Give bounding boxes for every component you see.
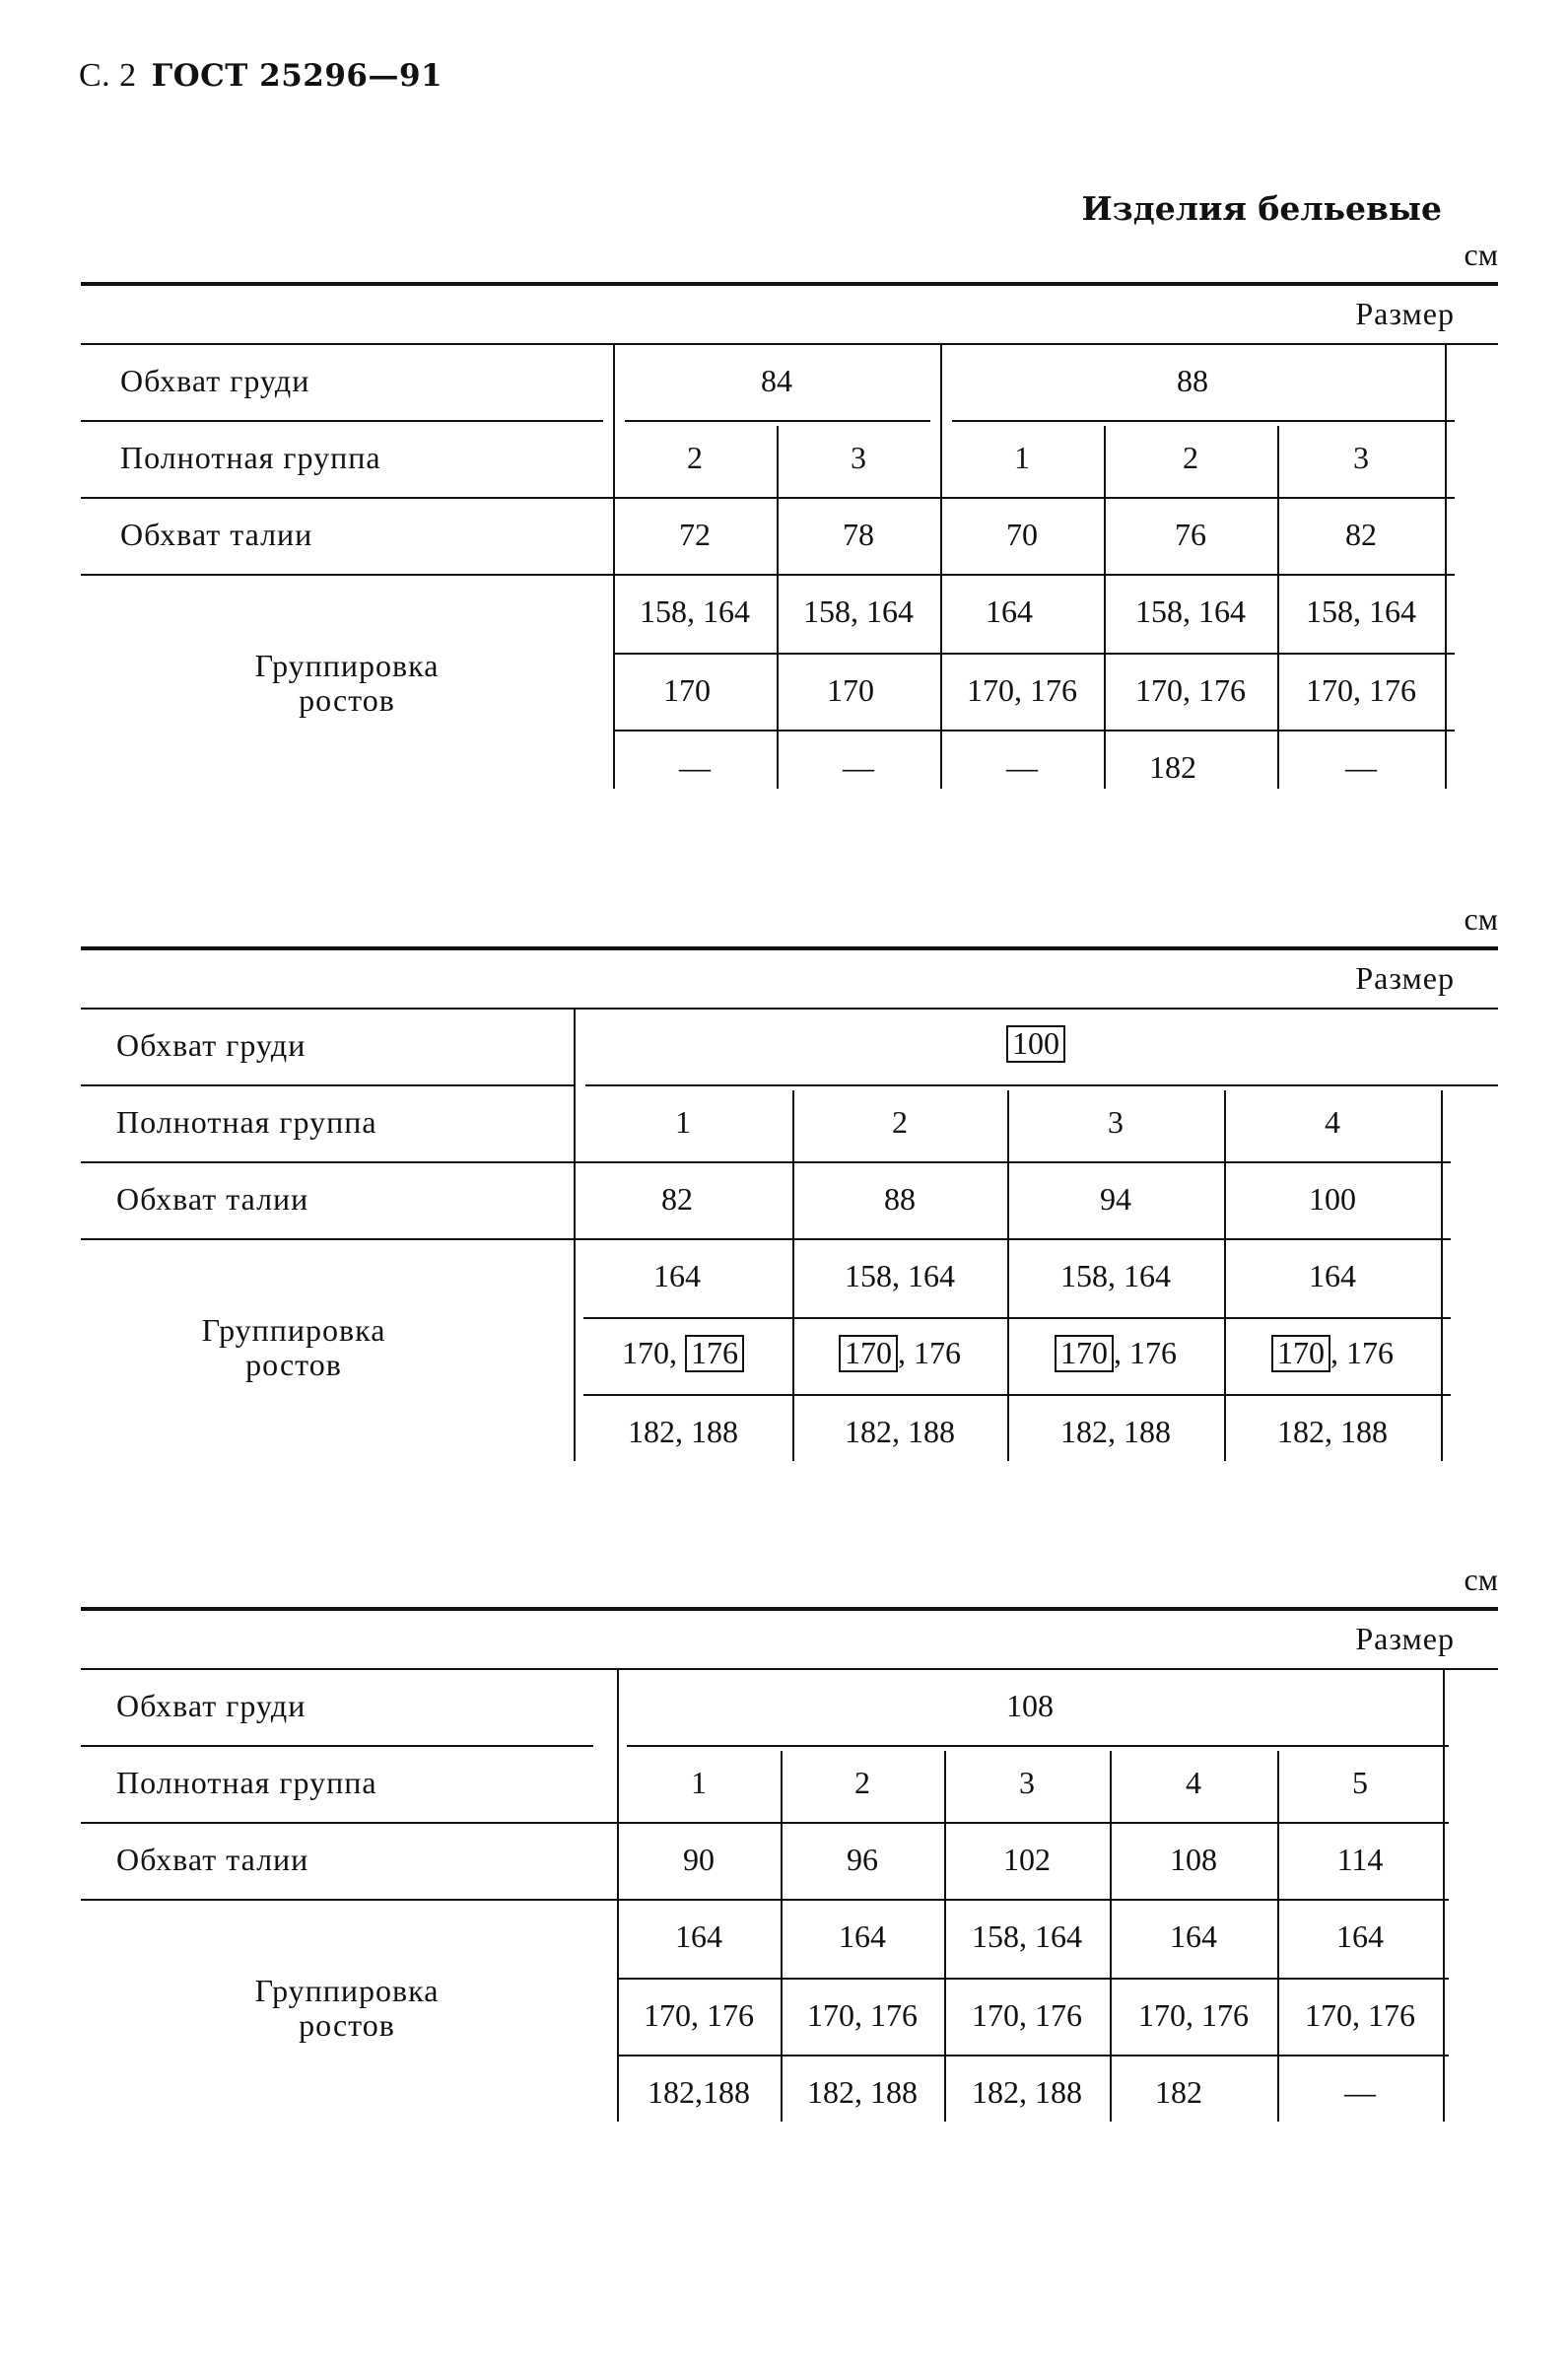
page-header (79, 57, 443, 95)
row-label-waist: Обхват талии (116, 1842, 309, 1877)
chest-value: 84 (761, 363, 792, 398)
chest-value-boxed: 100 (1006, 1025, 1065, 1063)
rule (613, 343, 615, 789)
rule (627, 1745, 1449, 1747)
fullness-value: 3 (1019, 1765, 1035, 1800)
row-label-heights: Группировка ростов (254, 1973, 440, 2044)
waist-value: 72 (679, 517, 711, 552)
height-boxed: 170 (1271, 1335, 1330, 1372)
rule (574, 1008, 576, 1461)
height-value: 164 (675, 1918, 722, 1954)
fullness-value: 1 (675, 1104, 691, 1140)
waist-value: 96 (847, 1842, 878, 1877)
fullness-value: 5 (1352, 1765, 1368, 1800)
unit-label: см (1464, 1562, 1498, 1597)
height-value: 158, 164 (845, 1258, 955, 1293)
height-plain: , 176 (898, 1335, 961, 1370)
height-value: — (1345, 749, 1377, 785)
table-3 (81, 1562, 1498, 2124)
height-value: 158, 164 (1060, 1258, 1171, 1293)
height-boxed: 176 (685, 1335, 744, 1372)
height-value: 170, 176 (1305, 1997, 1415, 2033)
height-value: 164 (1170, 1918, 1217, 1954)
size-header: Размер (1355, 296, 1455, 331)
height-value (1007, 1335, 1224, 1372)
height-value: 170, 176 (1135, 672, 1246, 708)
chest-value (574, 1025, 1498, 1063)
row-label-chest: Обхват груди (116, 1688, 307, 1723)
page-number: С. 2 (79, 57, 137, 94)
height-value: 158, 164 (972, 1918, 1082, 1954)
rule (81, 497, 1455, 499)
fullness-value: 2 (854, 1765, 870, 1800)
height-value: 158, 164 (1306, 593, 1416, 629)
height-value: 170, 176 (967, 672, 1077, 708)
table-2 (81, 901, 1498, 1463)
height-value: 164 (1336, 1918, 1384, 1954)
rule (617, 2055, 1449, 2056)
size-header: Размер (1355, 960, 1455, 996)
row-label-heights: Группировка ростов (201, 1312, 386, 1383)
height-value: 164 (653, 1258, 701, 1293)
rule (81, 1668, 1498, 1670)
height-value: 182, 188 (1277, 1414, 1388, 1449)
rule (81, 1745, 593, 1747)
row-label-heights: Группировка ростов (254, 648, 440, 719)
row-label-chest: Обхват груди (116, 1027, 307, 1063)
waist-value: 100 (1309, 1181, 1356, 1217)
height-value (574, 1335, 792, 1372)
height-value: 170 (663, 672, 711, 708)
rule (81, 574, 1455, 576)
height-value: 182, 188 (1060, 1414, 1171, 1449)
waist-value: 78 (843, 517, 874, 552)
unit-label: см (1464, 237, 1498, 272)
row-label-chest: Обхват груди (120, 363, 310, 398)
waist-value: 88 (884, 1181, 916, 1217)
height-value: 158, 164 (803, 593, 914, 629)
rule (952, 420, 1455, 422)
fullness-value: 2 (892, 1104, 908, 1140)
height-plain: , 176 (1330, 1335, 1394, 1370)
height-value: 164 (1309, 1258, 1356, 1293)
rule (81, 420, 603, 422)
rule (81, 1822, 1449, 1824)
waist-value: 114 (1336, 1842, 1384, 1877)
height-value: 182, 188 (628, 1414, 738, 1449)
table-grid (81, 237, 1498, 789)
height-value: 158, 164 (1135, 593, 1246, 629)
height-plain: , 176 (1114, 1335, 1177, 1370)
rule (585, 1084, 1498, 1086)
rule (1443, 1668, 1445, 2122)
height-boxed: 170 (1055, 1335, 1114, 1372)
row-label-fullness: Полнотная группа (116, 1765, 377, 1800)
height-value (1224, 1335, 1441, 1372)
fullness-value: 2 (1183, 440, 1198, 475)
height-value (792, 1335, 1007, 1372)
rule (613, 653, 1455, 655)
height-value: 170, 176 (807, 1997, 918, 2033)
standard-number: ГОСТ 25296—91 (151, 58, 443, 94)
fullness-value: 2 (687, 440, 703, 475)
rule (81, 1238, 1451, 1240)
row-label-fullness: Полнотная группа (120, 440, 381, 475)
fullness-value: 3 (851, 440, 866, 475)
waist-value: 94 (1100, 1181, 1131, 1217)
waist-value: 108 (1170, 1842, 1217, 1877)
height-value: 170, 176 (644, 1997, 754, 2033)
fullness-value: 1 (1014, 440, 1030, 475)
fullness-value: 4 (1186, 1765, 1201, 1800)
rule (625, 420, 930, 422)
rule (940, 343, 942, 789)
waist-value: 82 (1345, 517, 1377, 552)
table-1 (81, 237, 1498, 789)
doc-title: Изделия бельевые (1081, 189, 1442, 228)
rule (81, 1084, 574, 1086)
rule (617, 1978, 1449, 1980)
rule (613, 730, 1455, 732)
height-value: — (1006, 749, 1038, 785)
height-value: 182, 188 (845, 1414, 955, 1449)
chest-value: 108 (1006, 1688, 1054, 1723)
height-value: 170, 176 (1306, 672, 1416, 708)
height-value: 170, 176 (1138, 1997, 1249, 2033)
fullness-value: 3 (1353, 440, 1369, 475)
rule (617, 1668, 619, 2122)
table-grid (81, 901, 1498, 1463)
chest-value: 88 (1177, 363, 1208, 398)
waist-value: 102 (1003, 1842, 1051, 1877)
rule (1441, 1090, 1443, 1461)
height-value: 158, 164 (640, 593, 750, 629)
rule (583, 1394, 1451, 1396)
waist-value: 90 (683, 1842, 715, 1877)
row-label-waist: Обхват талии (116, 1181, 309, 1217)
table-grid (81, 1562, 1498, 2124)
size-header: Размер (1355, 1621, 1455, 1656)
height-value: 164 (986, 593, 1033, 629)
row-label-waist: Обхват талии (120, 517, 313, 552)
height-plain: 170, (622, 1335, 677, 1370)
rule (81, 1008, 1498, 1010)
height-value: 170 (827, 672, 874, 708)
fullness-value: 1 (691, 1765, 707, 1800)
row-label-fullness: Полнотная группа (116, 1104, 377, 1140)
rule (81, 1899, 1449, 1901)
waist-value: 76 (1175, 517, 1206, 552)
height-value: 164 (839, 1918, 886, 1954)
rule (81, 343, 1498, 345)
height-value: — (679, 749, 711, 785)
rule (81, 1161, 1451, 1163)
height-value: 182 (1149, 749, 1196, 785)
waist-value: 82 (661, 1181, 693, 1217)
height-value: 182 (1155, 2074, 1202, 2110)
height-value: 182, 188 (972, 2074, 1082, 2110)
height-value: 182,188 (648, 2074, 750, 2110)
rule (583, 1317, 1451, 1319)
height-boxed: 170 (839, 1335, 898, 1372)
height-value: — (843, 749, 874, 785)
waist-value: 70 (1006, 517, 1038, 552)
unit-label: см (1464, 901, 1498, 937)
height-value: — (1344, 2074, 1376, 2110)
fullness-value: 3 (1108, 1104, 1124, 1140)
fullness-value: 4 (1325, 1104, 1340, 1140)
height-value: 170, 176 (972, 1997, 1082, 2033)
height-value: 182, 188 (807, 2074, 918, 2110)
rule (1445, 343, 1447, 789)
